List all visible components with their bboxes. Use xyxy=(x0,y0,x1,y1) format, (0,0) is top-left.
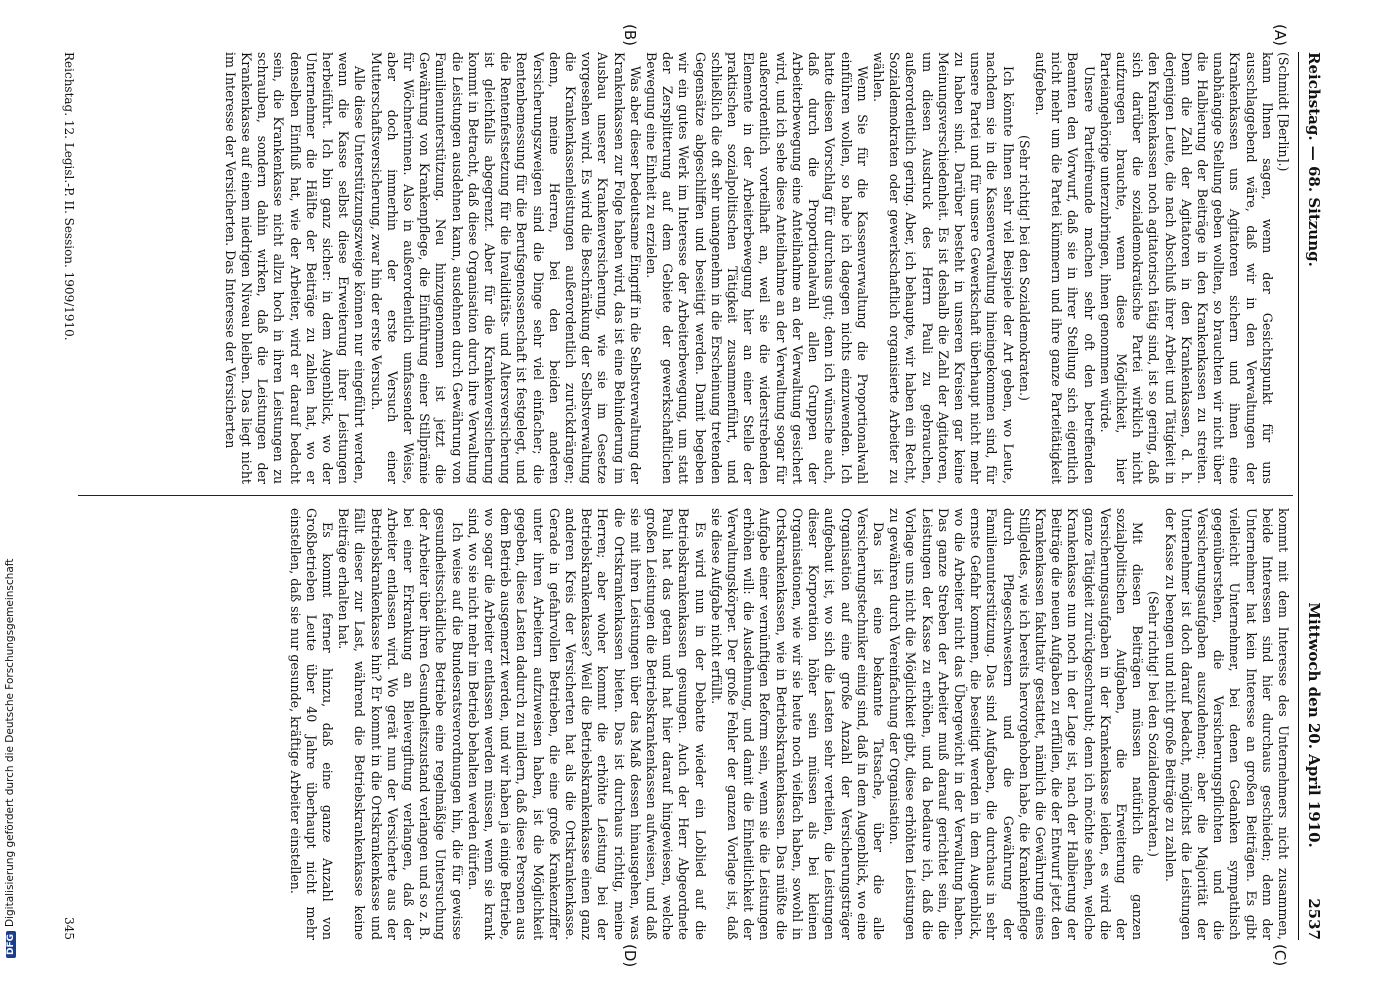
dfg-logo-icon: DFG xyxy=(6,931,16,958)
marker-a: (A) xyxy=(1271,24,1289,46)
paragraph: Alle diese Unterstützungszweige können nur eingeführt werden, wenn die Kasse selbst diese Erweiterung ihrer Leistungen herbeiführt. Ich bin ganz sicher: in dem Augenblick, wo der Unternehmer die Hälfte der Beiträge zu zahlen hat, wo er denselben Einfluß hat, wie der Arbeiter, wird er darauf bedacht sein, die Krankenkasse nicht allzu hoch in ihren Leistungen zu schrauben, sondern dahin wirken, daß die Leistungen der Krankenkasse auf einem niedrigen Niveau bleiben. Das liegt nicht im Interesse der Versicherten. Das Interesse der Versicherten xyxy=(222,52,368,484)
header-date: Mittwoch den 20. April 1910. xyxy=(1305,602,1323,848)
column-divider xyxy=(78,495,1293,496)
footer-session: Reichstag. 12. Legisl.-P. II. Session. 1909/1910. xyxy=(62,52,76,341)
credit-text: Digitalisierung gefördert durch die Deutsche Forschungsgemeinschaft xyxy=(4,558,16,927)
right-column xyxy=(79,508,1291,940)
header-date-page xyxy=(1305,602,1323,940)
paragraph: Es kommt ferner hinzu, daß eine ganze Anzahl von Großbetrieben Leute über 40 Jahre überhaupt nicht mehr einstellen, daß sie nur gesunde, kräftige Arbeiter einstellen. xyxy=(287,508,336,940)
paragraph: Was aber dieser bedeutsame Eingriff in die Selbstverwaltung der Krankenkassen zur Folge haben wird, das ist eine Behinderung im Ausbau unserer Krankenversicherung, wie sie im Gesetze vorgesehen wird. Es wird die Beschränkung der Selbstverwaltung die Krankenkassenleistungen außerordentlich zurückdrängen; denn, meine Herren, bei den beiden anderen Versicherungszweigen sind die Dinge sehr viel einfacher; die Rentenbemessung für die Berufsgenossenschaft ist festgelegt, und die Rentenfestsetzung für die Invaliditäts- und Altersversicherung ist gleichfalls abgegrenzt. Aber für die Krankenversicherung kommt in Betracht, daß diese Organisation durch ihre Verwaltung die Leistungen ausdehnen kann, ausdehnen durch Gewährung von Familienunterstützung. Neu hinzugenommen ist jetzt die Gewährung von Krankenpflege, die Einführung einer Stillprämie für Wöchnerinnen. Also in außerordentlich umfassender Weise, aber doch immerhin der erste Versuch einer Mutterschaftsversicherung, zwar hin der erste Versuch. xyxy=(368,52,643,484)
document-page xyxy=(29,24,1329,968)
paragraph: Mit diesen Beiträgen müssen natürlich die ganzen sozialpolitischen Aufgaben, die Erweiterung der Versicherungsaufgaben in der Krankenkasse leiden, es wird die ganze Tätigkeit zurückgeschraubt; denn ich möchte sehen, welche Krankenkasse nun noch in der Lage ist, nach der Halbierung der Beiträge die neuen Aufgaben zu erfüllen, die der Entwurf jetzt den Krankenkassen fakultativ gestattet, nämlich die Gewährung eines Stillgeldes, wie ich bereits hervorgehoben habe, die Krankenpflege durch Pflegeschwestern und die Gewährung der Familienunterstützung. Das sind Aufgaben, die durchaus in sehr ernste Gefahr kommen, die beseitigt werden in dem Augenblick, wo die Arbeiter nicht das Übergewicht in der Verwaltung haben. Das ganze Streben der Arbeiter muß darauf gerichtet sein, die Leistungen der Kasse zu erhöhen, und da bedaure ich, daß die Vorlage uns nicht die Möglichkeit gibt, diese erhöhten Leistungen zu gewähren durch Vereinfachung der Organisation. xyxy=(887,508,1146,940)
interjection: (Sehr richtig! bei den Sozialdemokraten.) xyxy=(1016,135,1032,401)
footer-sheet-number: 345 xyxy=(62,917,76,940)
marker-c: (C) xyxy=(1271,944,1289,967)
paragraph: Unsere Parteifreunde machen sehr oft den betreffenden Beamten den Vorwurf, daß sie in ihrer Stellung sich eigentlich nicht mehr um die Partei kümmern und ihre ganze Parteitätigkeit aufgeben. xyxy=(1032,52,1097,484)
page-header xyxy=(1298,52,1329,940)
paragraph: Wenn Sie für die Kassenverwaltung die Proportionalwahl einführen wollen, so habe ich dagegen nichts einzuwenden. Ich hatte diesen Vorschlag für durchaus gut; denn ich wünsche auch, daß durch die Proportionalwahl allen Gruppen der Arbeiterbewegung eine Anteilnahme an der Verwaltung gesichert wird, und ich sehe diese Anteilnahme an der Verwaltung sogar für außerordentlich vorteilhaft an, weil sie die widerstrebenden Elemente in der Arbeiterbewegung hier an einer Stelle der praktischen sozialpolitischen Tätigkeit zusammenführt, und schließlich die oft sehr unangenehm in die Erscheinung tretenden Gegensätze abgeschliffen und beseitigt werden. Damit begeben wir ein gutes Werk im Interesse der Arbeiterbewegung, um statt der Zersplitterung auf dem Gebiete der gewerkschaftlichen Bewegung eine Einheit zu erzielen. xyxy=(644,52,870,484)
left-column xyxy=(79,52,1291,484)
marker-b: (B) xyxy=(621,24,639,46)
marker-d: (D) xyxy=(621,944,639,968)
credit-line xyxy=(4,0,20,998)
paragraph: kann Ihnen sagen, wenn der Gesichtspunkt für uns ausschlaggebend wäre, daß wir in den Verwaltungen der Krankenkassen uns Agitatoren sichern und ihnen eine unabhängige Stellung geben wollten, so brauchten wir nicht über die Halbierung der Beiträge in den Krankenkassen zu streiten. Denn die Zahl der Agitatoren in den Krankenkassen, d. h. derjenigen Leute, die nach Abschluß ihrer Arbeit und Tätigkeit in den Krankenkassen noch agitatorisch tätig sind, ist so gering, daß sich darüber die sozialdemokratische Partei wirklich nicht aufzuregen brauchte, wenn diese Möglichkeit, hier Parteiangehörige unterzubringen, ihnen genommen würde. xyxy=(1097,52,1275,484)
credit-strip xyxy=(2,0,22,1000)
speaker-line: (Schmidt [Berlin].) xyxy=(1276,52,1291,172)
paragraph: kommt mit dem Interesse des Unternehmers nicht zusammen, beide Interessen sind hier durchaus geschieden; denn der Unternehmer hat kein Interesse an großen Beiträgen. Es gibt vielleicht Unternehmer, bei denen Gedanken sympathisch gegenüberstehen, die Versicherungspflichten und die Versicherungsaufgaben auszudehnen; aber die Majorität der Unternehmer ist doch darauf bedacht, möglichst die Leistungen der Kasse zu beengen und nicht große Beiträge zu zahlen. xyxy=(1162,508,1291,940)
page-number: 2537 xyxy=(1305,898,1323,940)
interjection: (Sehr richtig! bei den Sozialdemokraten.) xyxy=(1146,591,1162,857)
paragraph: Ich könnte Ihnen sehr viel Beispiele der Art geben, wo Leute, nachdem sie in die Kassenverwaltung hineingekommen sind, für unsere Partei und für unsere Gewerkschaft überhaupt nicht mehr zu haben sind. Darüber besteht in unseren Kreisen gar keine Meinungsverschiedenheit. Es ist deshalb die Zahl der Agitatoren, um diesen Ausdruck des Herrn Pauli zu gebrauchen, außerordentlich gering. Aber, ich behaupte, wir haben ein Recht, Sozialdemokraten oder gewerkschaftlich organisierte Arbeiter zu wählen. xyxy=(870,52,1016,484)
paragraph: Ich weise auf die Bundesratsverordnungen hin, die für gewisse gesundheitsschädliche Betriebe eine regelmäßige Untersuchung der Arbeiter über ihren Gesundheitszustand verlangen und so z. B. bei einer Erkrankung an Bleivergiftung verlangen, daß der Arbeiter entlassen wird. Wo gerät nun der Versicherte aus der Betriebskrankenkasse hin? Er kommt in die Ortskrankenkasse und fällt dieser zur Last, während die Betriebskrankenkasse keine Beiträge erhalten hat. xyxy=(336,508,465,940)
paragraph: Das ist eine bekannte Tatsache, über die alle Versicherungstechniker einig sind, daß in dem Augenblick, wo eine Organisation auf eine große Anzahl der Versicherungsträger aufgebaut ist, wo sich die Lasten sehr verteilen, die Leistungen dieser Korporation höher sein müssen als bei kleinen Organisationen, wie wir sie heute noch vielfach haben, sowohl in Ortskrankenkassen, wie in Betriebskrankenkassen. Das müßte die Aufgabe einer vernünftigen Reform sein, wenn sie die Leistungen erhöhen will: die Ausdehnung, und damit die Einheitlichkeit der Verwaltungskörper. Der große Fehler der ganzen Vorlage ist, daß sie diese Aufgabe nicht erfüllt. xyxy=(708,508,886,940)
page-footer xyxy=(52,52,76,940)
paragraph: Es wird nun in der Debatte wieder ein Loblied auf die Betriebskrankenkassen gesungen. Auch der Herr Abgeordnete Pauli hat das getan und hat hier darauf hingewiesen, welche großen Leistungen die Betriebskrankenkassen aufweisen, und daß sie mit ihren Leistungen über das Maß dessen hinausgehen, was die Ortskrankenkassen bieten. Das ist durchaus richtig, meine Herren; aber woher kommt die erhöhte Leistung bei der Betriebskrankenkasse? Weil die Betriebskrankenkasse einen ganz anderen Kreis der Versicherten hat als die Ortskrankenkasse. Gerade in gefahrvollen Betrieben, die eine große Krankenziffer unter ihren Arbeitern aufzuweisen haben, ist die Möglichkeit gegeben, diese Lasten dadurch zu mildern, daß diese Personen aus dem Betrieb ausgemerzt werden, und wir haben ja einige Betriebe, wo sogar die Arbeiter entlassen werden müssen, wenn sie krank sind, wo sie nicht mehr im Betrieb behalten werden dürfen. xyxy=(465,508,708,940)
header-title: Reichstag. — 68. Sitzung. xyxy=(1305,52,1323,267)
